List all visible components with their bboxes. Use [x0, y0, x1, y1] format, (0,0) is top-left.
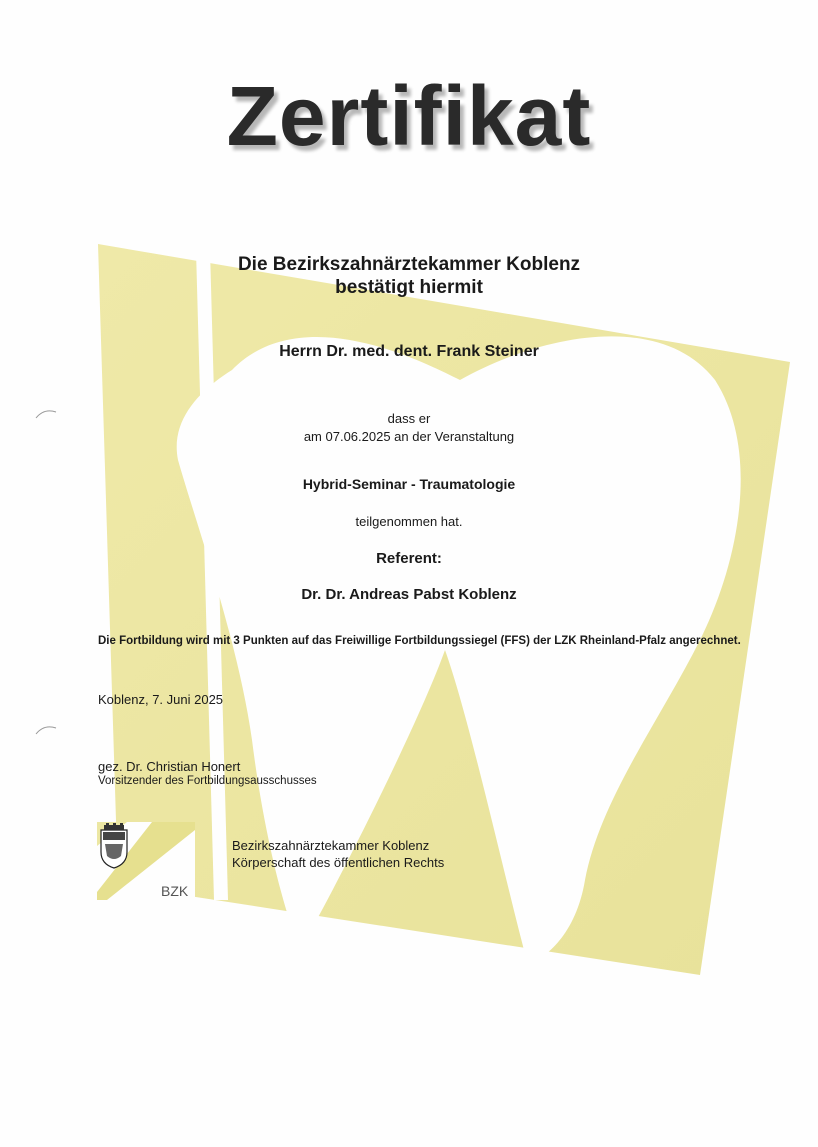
points-note: Die Fortbildung wird mit 3 Punkten auf das Freiwillige Fortbildungssiegel (FFS) der LZK Rheinland-Pfalz angerechnet.: [98, 635, 741, 647]
signed-by: gez. Dr. Christian Honert: [98, 759, 241, 774]
speaker-name: Dr. Dr. Andreas Pabst Koblenz: [301, 586, 517, 603]
issuer-name: Die Bezirkszahnärztekammer Koblenz: [237, 254, 581, 275]
event-title: Hybrid-Seminar - Traumatologie: [302, 476, 516, 492]
place-date: Koblenz, 7. Juni 2025: [98, 692, 224, 707]
bzk-logo-text: BZK: [161, 883, 189, 899]
signature-block: [98, 759, 317, 789]
speaker-label: Referent:: [376, 550, 442, 567]
coat-of-arms-icon: [101, 823, 127, 868]
issuer-confirms: bestätigt hiermit: [335, 277, 483, 298]
intro-line-1: dass er: [387, 411, 431, 426]
participated-text: teilgenommen hat.: [355, 514, 463, 529]
org-name: Bezirkszahnärztekammer Koblenz: [232, 838, 430, 853]
signer-role: Vorsitzender des Fortbildungsausschusses: [98, 775, 317, 787]
org-legal-status: Körperschaft des öffentlichen Rechts: [232, 855, 445, 870]
bzk-logo: [97, 822, 195, 900]
recipient-name: Herrn Dr. med. dent. Frank Steiner: [279, 343, 539, 360]
organization-block: [232, 837, 444, 871]
intro-line-2: am 07.06.2025 an der Veranstaltung: [303, 429, 515, 444]
certificate-title: Zertifikat: [226, 69, 592, 163]
attendance-intro: [0, 410, 818, 446]
issuer-statement: [0, 253, 818, 299]
